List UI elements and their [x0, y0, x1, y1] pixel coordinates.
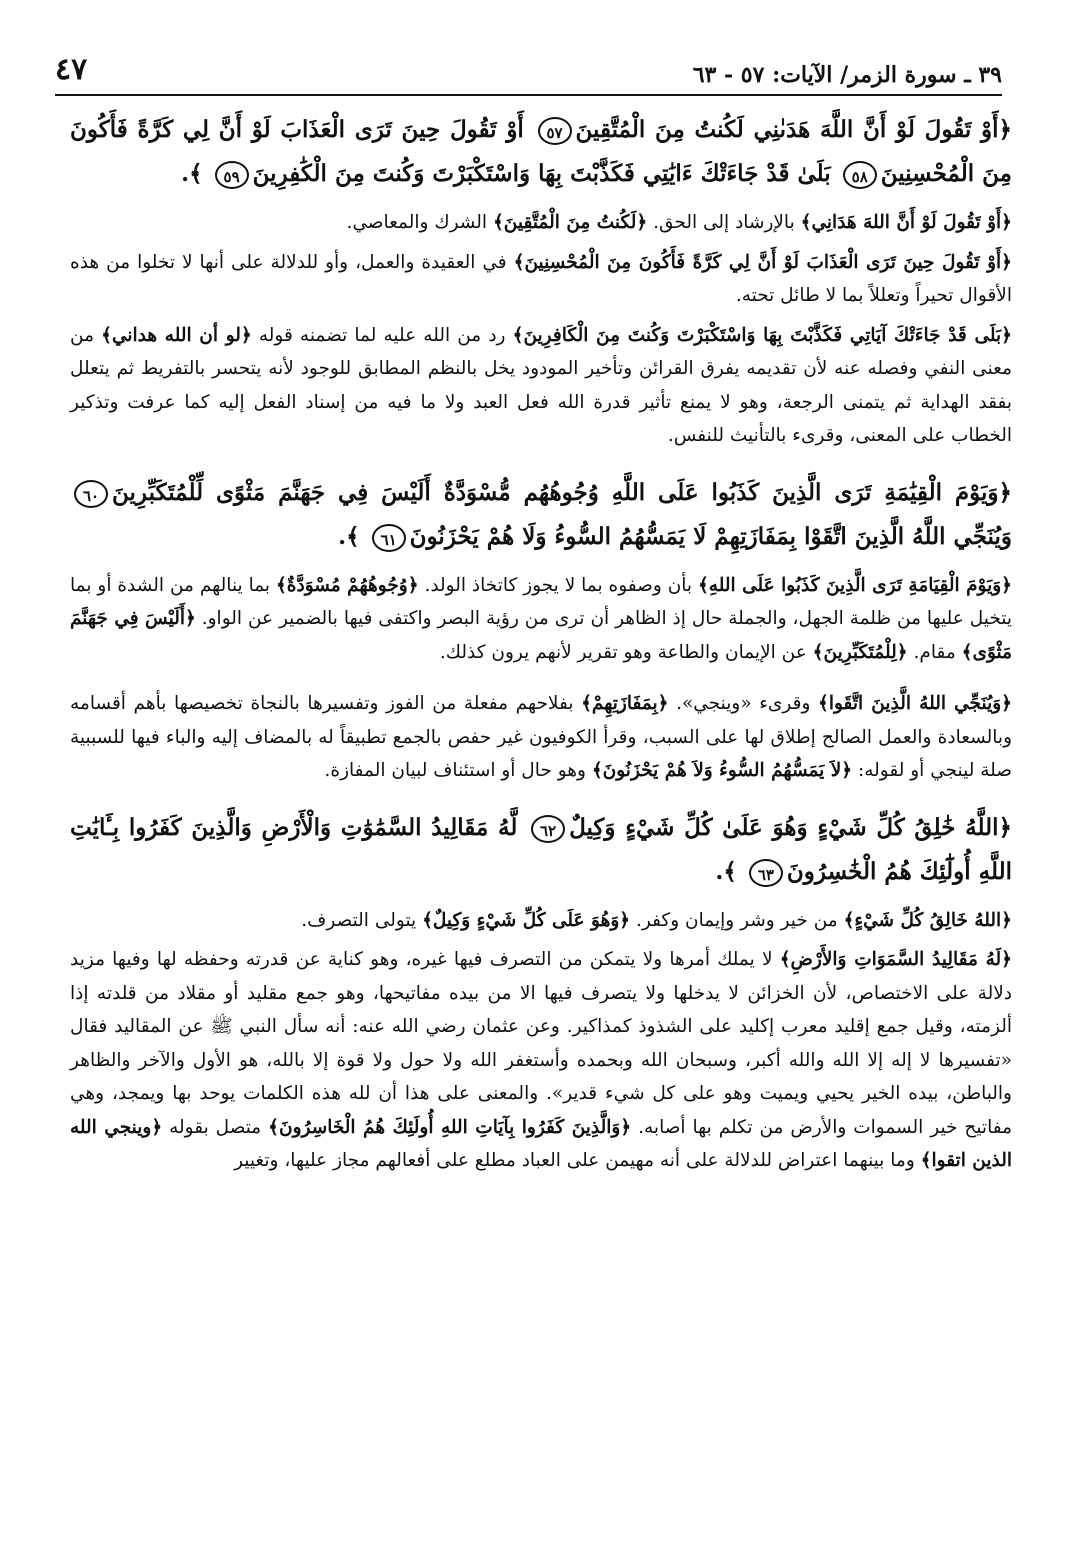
quoted-verse-text: ﴿لَهُ مَقَالِيدُ السَّمَوَاتِ وَالأَرْضِ﴾ [779, 949, 1012, 970]
page-number: ٤٧ [55, 52, 88, 87]
commentary-text: مقام. [907, 641, 962, 663]
commentary-text: يتولى التصرف. [301, 909, 423, 931]
verse-text: وَيَوْمَ الْقِيَٰمَةِ تَرَى الَّذِينَ كَذَبُوا عَلَى اللَّهِ وُجُوهُهُم مُّسْوَدَّةٌ أَلَيْسَ فِي جَهَنَّمَ مَثْوًى لِّلْمُتَكَبِّرِينَ [112, 478, 999, 506]
quoted-verse-text: ﴿وَالَّذِينَ كَفَرُوا بِآيَاتِ اللهِ أُولَئِكَ هُمُ الْخَاسِرُونَ﴾ [268, 1116, 632, 1138]
quoted-verse-text: ﴿وينجي الله الذين اتقوا﴾ [70, 1116, 1012, 1171]
quran-verse-block [70, 806, 1012, 894]
verse-number-ornament: ٥٩ [215, 161, 249, 189]
running-head: ٣٩ ـ سورة الزمر/ الآيات: ٥٧ - ٦٣ [692, 62, 1002, 88]
verse-number-ornament: ٦٣ [749, 859, 783, 887]
page-body [70, 108, 1012, 1184]
commentary-text: في العقيدة والعمل، وأو للدلالة على أنها لا تخلوا من هذه الأقوال تحيراً وتعللاً بما لا طائل تحته. [70, 251, 1012, 306]
ornate-bracket: ﴿ [998, 813, 1012, 841]
commentary-paragraph [70, 687, 1012, 788]
commentary-text: بالإرشاد إلى الحق. [647, 212, 801, 233]
quoted-verse-text: ﴿بَلَى قَدْ جَاءَتْكَ آيَاتِي فَكَذَّبْتَ بِهَا وَاسْتَكْبَرْتَ وَكُنتَ مِنَ الْكَافِرِينَ﴾ [512, 324, 1012, 346]
quoted-verse-text: ﴿وَيَوْمَ الْقِيَامَةِ تَرَى الَّذِينَ كَذَبُوا عَلَى اللهِ﴾ [697, 574, 1013, 596]
ornate-bracket: ﴾ [723, 857, 737, 885]
commentary-paragraph [70, 904, 1012, 938]
verse-text: بَلَىٰ قَدْ جَاءَتْكَ ءَايَٰتِي فَكَذَّبْتَ بِهَا وَاسْتَكْبَرْتَ وَكُنتَ مِنَ الْكَٰفِرِينَ [252, 160, 831, 187]
quoted-verse-text: ﴿وُجُوهُهُمْ مُسْوَدَّةٌ﴾ [275, 574, 419, 596]
quoted-verse-text: ﴿أَوْ تَقُولَ حِينَ تَرَى الْعَذَابَ لَوْ أَنَّ لِي كَرَّةً فَأَكُونَ مِنَ الْمُحْسِنِينَ﴾ [513, 251, 1012, 273]
page-header [55, 52, 1002, 96]
verse-text: . [181, 160, 190, 187]
verse-number-ornament: ٦١ [372, 524, 406, 552]
commentary-text: بما ينالهم من الشدة أو بما يتخيل عليها من ظلمة الجهل، والجملة حال إذ الظاهر أن ترى من رؤية البصر واكتفى فيها بالضمير عن الواو. [70, 574, 1012, 629]
quoted-verse-text: ﴿لِلْمُتَكَبِّرِينَ﴾ [812, 641, 908, 663]
commentary-text: متصل بقوله [162, 1116, 269, 1138]
verse-text: أَوْ تَقُولَ لَوْ أَنَّ اللَّهَ هَدَىٰنِي لَكُنتُ مِنَ الْمُتَّقِينَ [575, 116, 999, 143]
commentary-paragraph [70, 943, 1012, 1178]
verse-number-ornament: ٦٢ [531, 815, 565, 843]
verse-number-ornament: ٦٠ [74, 480, 108, 508]
commentary-text: بأن وصفوه بما لا يجوز كاتخاذ الولد. [418, 574, 698, 596]
ornate-bracket: ﴿ [998, 116, 1012, 143]
quran-verse-block [70, 471, 1012, 559]
verse-text: أَوْ تَقُولَ حِينَ تَرَى الْعَذَابَ لَوْ أَنَّ لِي كَرَّةً فَأَكُونَ مِنَ الْمُحْسِنِينَ [70, 116, 1012, 187]
commentary-paragraph [70, 206, 1012, 240]
quoted-verse-text: ﴿لَكُنتُ مِنَ الْمُتَّقِينَ﴾ [492, 212, 648, 233]
verse-text: وَيُنَجِّي اللَّهُ الَّذِينَ اتَّقَوْا بِمَفَازَتِهِمْ لَا يَمَسُّهُمُ السُّوءُ وَلَا هُمْ يَحْزَنُونَ [409, 522, 1012, 550]
verse-text: لَّهُ مَقَالِيدُ السَّمَٰوَٰتِ وَالْأَرْضِ وَالَّذِينَ كَفَرُوا بِـَٔايَٰتِ اللَّهِ أُولَٰٓئِكَ هُمُ الْخَٰسِرُونَ [70, 813, 1012, 885]
verse-text: . [338, 522, 347, 550]
quoted-verse-text: ﴿لاَ يَمَسُّهُمُ السُّوءُ وَلاَ هُمْ يَحْزَنُونَ﴾ [591, 760, 853, 781]
commentary-text: لا يملك أمرها ولا يتمكن من التصرف فيها غيره، وهو كناية عن قدرته وحفظه لها وفيها مزيد دلالة على الاختصاص، لأن الخزائن لا يدخلها ولا يتصرف فيها الا من بيده مفاتيحها، وهو جمع مقليد أو مقلاد من قلدته إذا ألزمته، وقيل جمع إقليد معرب إكليد على الشذوذ كمذاكير. وعن عثمان رضي الله عنه: أنه سأل النبي ﷺ عن المقاليد فقال «تفسيرها لا إله إلا الله والله أكبر، وسبحان الله وبحمده وأستغفر الله ولا حول ولا قوة إلا بالله، هو الأول والآخر والظاهر والباطن، بيده الخير يحيي ويميت وهو على كل شيء قدير». والمعنى على هذا أن لله هذه الكلمات يوحد بها ويمجد، وهي مفاتيح خير السموات والأرض من تكلم بها أصابه. [70, 949, 1012, 1138]
quoted-verse-text: ﴿لو أن الله هداني﴾ [101, 324, 252, 346]
commentary-text: الشرك والمعاصي. [346, 212, 493, 233]
commentary-text: رد من الله عليه لما تضمنه قوله [251, 324, 513, 346]
quran-verse-block [70, 108, 1012, 196]
quoted-verse-text: ﴿أَوْ تَقُولَ لَوْ أَنَّ اللهَ هَدَانِي﴾ [800, 212, 1012, 233]
commentary-text: من خير وشر وإيمان وكفر. [630, 909, 844, 931]
verse-text: . [715, 857, 724, 885]
ornate-bracket: ﴾ [189, 160, 203, 187]
ornate-bracket: ﴾ [346, 522, 360, 550]
commentary-text: بفلاحهم مفعلة من الفوز وتفسيرها بالنجاة تخصيصها بأهم أقسامه وبالسعادة والعمل الصالح إطلاق لها على السبب، وقرأ الكوفيون غير حفص بالجمع تطبيقاً له بالمضاف إليه والباء فيها للسببية صلة لينجي أو لقوله: [70, 693, 1012, 781]
commentary-text: وما بينهما اعتراض للدلالة على أنه مهيمن على العباد مطلع على أفعالهم مجاز عليها، وتغيير [234, 1150, 921, 1171]
quoted-verse-text: ﴿اللهُ خَالِقُ كُلِّ شَيْءٍ﴾ [843, 909, 1012, 931]
verse-text: اللَّهُ خَٰلِقُ كُلِّ شَيْءٍ وَهُوَ عَلَىٰ كُلِّ شَيْءٍ وَكِيلٌ [569, 813, 999, 841]
commentary-paragraph [70, 246, 1012, 313]
quoted-verse-text: ﴿بِمَفَازَتِهِمْ﴾ [581, 693, 669, 714]
ornate-bracket: ﴿ [998, 478, 1012, 506]
quoted-verse-text: ﴿وَيُنَجِّي اللهُ الَّذِينَ اتَّقَوا﴾ [817, 693, 1013, 714]
commentary-text: من معنى النفي وفصله عنه لأن تقديمه يفرق القرائن وتأخير المودود يخل بالنظم المطابق للوجود لأنه يتحسر بالتفريط ثم يتعلل بفقد الهداية ثم يتمنى الرجعة، وهو لا يمنع تأثير قدرة الله فعل العبد ولا ما فيه من إسناد الفعل إليه كما عرفت وتذكير الخطاب على المعنى، وقرىء بالتأنيث للنفس. [70, 324, 1012, 446]
commentary-text: عن الإيمان والطاعة وهو تقرير لأنهم يرون كذلك. [439, 641, 813, 663]
commentary-text: وقرىء «وينجي». [668, 693, 818, 714]
verse-number-ornament: ٥٨ [843, 161, 877, 189]
commentary-paragraph [70, 569, 1012, 670]
commentary-text: وهو حال أو استئناف لبيان المفازة. [324, 760, 592, 781]
commentary-paragraph [70, 319, 1012, 453]
quoted-verse-text: ﴿أَلَيْسَ فِي جَهَنَّمَ مَثْوًى﴾ [70, 608, 1012, 663]
verse-number-ornament: ٥٧ [538, 117, 572, 145]
quoted-verse-text: ﴿وَهُوَ عَلَى كُلِّ شَيْءٍ وَكِيلٌ﴾ [422, 909, 631, 931]
